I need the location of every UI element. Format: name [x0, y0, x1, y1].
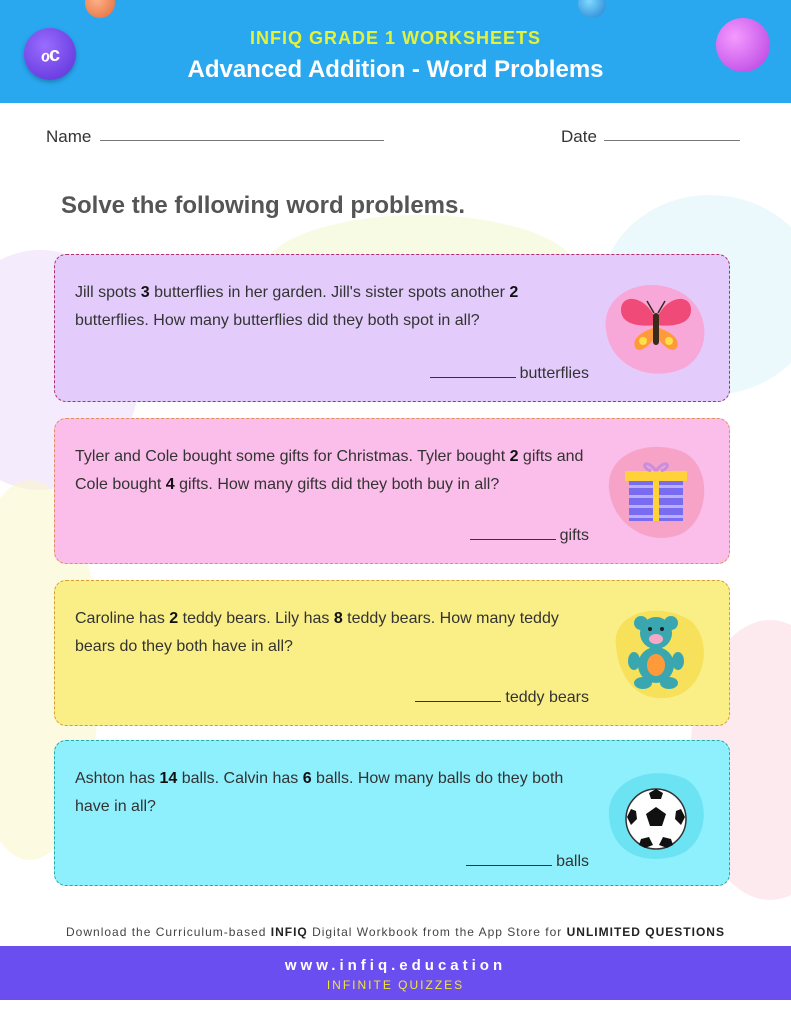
- name-label: Name: [46, 127, 92, 146]
- footer-tagline: INFINITE QUIZZES: [326, 978, 465, 992]
- butterfly-icon: [601, 275, 711, 375]
- problem-card: [54, 418, 730, 564]
- problem-text: Jill spots 3 butterflies in her garden. Jill's sister spots another 2 butterflies. How many butterflies did they both spot in all?: [75, 284, 519, 329]
- header-subtitle: INFIQ GRADE 1 WORKSHEETS: [249, 28, 542, 48]
- worksheet-title: Advanced Addition - Word Problems: [187, 56, 604, 83]
- answer-line[interactable]: [466, 851, 552, 866]
- name-line[interactable]: [100, 140, 384, 141]
- answer-unit: butterflies: [519, 365, 589, 382]
- answer-line[interactable]: [415, 687, 501, 702]
- date-line[interactable]: [604, 140, 740, 141]
- answer-blank[interactable]: [415, 687, 589, 707]
- gift-icon: [601, 439, 711, 539]
- answer-blank[interactable]: [470, 525, 589, 545]
- problem-card: [54, 740, 730, 886]
- instructions: Solve the following word problems.: [61, 192, 466, 219]
- soccer-ball-icon: [601, 761, 711, 861]
- logo-text: ℴc: [40, 44, 60, 66]
- problem-text: Tyler and Cole bought some gifts for Christmas. Tyler bought 2 gifts and Cole bought 4 gifts. How many gifts did they both buy in all?: [75, 448, 584, 493]
- answer-unit: gifts: [559, 527, 589, 544]
- footer-download-note: Download the Curriculum-based INFIQ Digital Workbook from the App Store for UNLIMITED QUESTIONS: [66, 925, 725, 939]
- answer-line[interactable]: [430, 363, 516, 378]
- problem-text: Ashton has 14 balls. Calvin has 6 balls. How many balls do they both have in all?: [75, 770, 564, 815]
- teddy-bear-icon: [601, 601, 711, 701]
- problem-text: Caroline has 2 teddy bears. Lily has 8 teddy bears. How many teddy bears do they both have in all?: [75, 610, 559, 655]
- problem-card: [54, 580, 730, 726]
- date-label: Date: [561, 127, 597, 146]
- footer-banner: [0, 946, 791, 1000]
- answer-unit: teddy bears: [505, 689, 589, 706]
- answer-line[interactable]: [470, 525, 556, 540]
- decorative-ball: [85, 0, 115, 18]
- footer-url[interactable]: www.infiq.education: [284, 957, 507, 974]
- decorative-ball: [578, 0, 606, 18]
- problem-card: [54, 254, 730, 402]
- answer-blank[interactable]: [466, 851, 589, 871]
- answer-unit: balls: [556, 853, 589, 870]
- header-banner: [0, 0, 791, 103]
- answer-blank[interactable]: [430, 363, 589, 383]
